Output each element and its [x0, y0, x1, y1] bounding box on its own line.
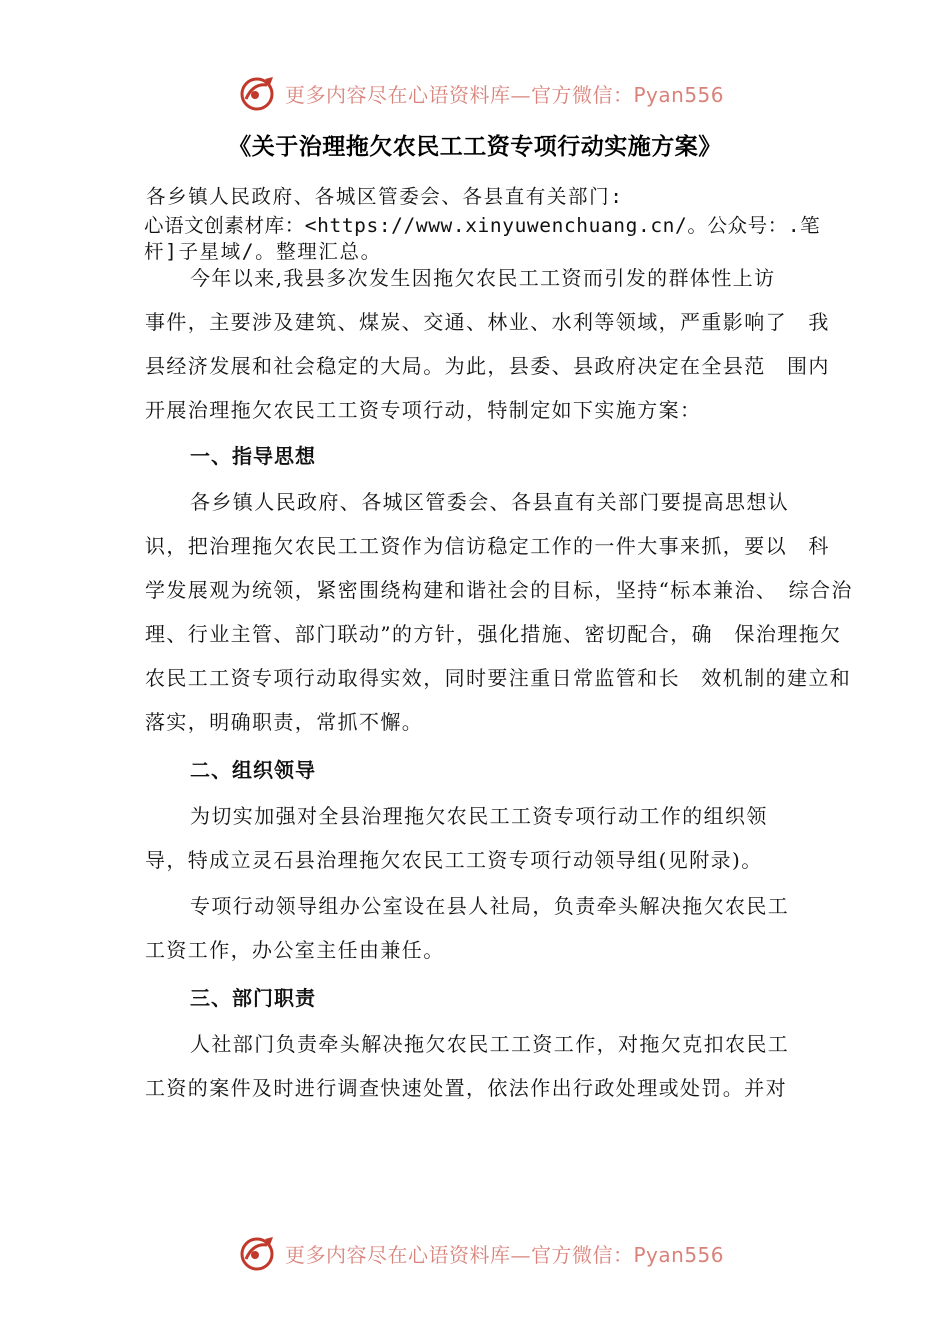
intro-line: 今年以来,我县多次发生因拖欠农民工工资而引发的群体性上访: [190, 266, 776, 290]
watermark-wechat-id: Pyan556: [633, 1242, 725, 1267]
watermark-text: 更多内容尽在心语资料库—官方微信：: [285, 1242, 634, 1267]
section1-line: 学发展观为统领，紧密围绕构建和谐社会的目标，坚持“标本兼治、 综合治: [145, 578, 853, 602]
section1-line: 理、行业主管、部门联动”的方针，强化措施、密切配合，确 保治理拖欠: [145, 622, 842, 646]
source-line-1: 心语文创素材库：<https://www.xinyuwenchuang.cn/。公众号：.笔: [144, 214, 821, 237]
intro-line: 事件，主要涉及建筑、煤炭、交通、林业、水利等领域，严重影响了 我: [145, 310, 830, 334]
source-line-2: 杆]子星域/。整理汇总。: [144, 240, 382, 263]
section2-line: 为切实加强对全县治理拖欠农民工工资专项行动工作的组织领: [190, 804, 768, 828]
watermark-text: 更多内容尽在心语资料库—官方微信：: [285, 82, 634, 107]
section2-line: 工资工作，办公室主任由兼任。: [145, 938, 445, 962]
section-heading-3: 三、部门职责: [190, 986, 316, 1010]
section2-line: 专项行动领导组办公室设在县人社局，负责牵头解决拖欠农民工: [190, 894, 790, 918]
section3-line: 人社部门负责牵头解决拖欠农民工工资工作，对拖欠克扣农民工: [190, 1032, 790, 1056]
footer-watermark: [0, 1231, 950, 1275]
section1-line: 各乡镇人民政府、各城区管委会、各县直有关部门要提高思想认: [190, 490, 790, 514]
watermark-wechat-id: Pyan556: [633, 82, 725, 107]
section1-line: 农民工工资专项行动取得实效，同时要注重日常监管和长 效机制的建立和: [145, 666, 852, 690]
section2-line: 导，特成立灵石县治理拖欠农民工工资专项行动领导组(见附录)。: [145, 848, 763, 872]
brand-logo-icon: [237, 1233, 277, 1273]
header-watermark: [0, 71, 950, 115]
section-heading-2: 二、组织领导: [190, 758, 316, 782]
section3-line: 工资的案件及时进行调查快速处置，依法作出行政处理或处罚。并对: [145, 1076, 787, 1100]
section1-line: 落实，明确职责，常抓不懈。: [145, 710, 424, 734]
intro-line: 开展治理拖欠农民工工资专项行动，特制定如下实施方案：: [145, 398, 702, 422]
document-title: 《关于治理拖欠农民工工资专项行动实施方案》: [228, 133, 722, 160]
intro-line: 县经济发展和社会稳定的大局。为此，县委、县政府决定在全县范 围内: [145, 354, 830, 378]
section-heading-1: 一、指导思想: [190, 444, 316, 468]
salutation: 各乡镇人民政府、各城区管委会、各县直有关部门:: [146, 185, 624, 208]
brand-logo-icon: [237, 73, 277, 113]
section1-line: 识，把治理拖欠农民工工资作为信访稳定工作的一件大事来抓，要以 科: [145, 534, 830, 558]
